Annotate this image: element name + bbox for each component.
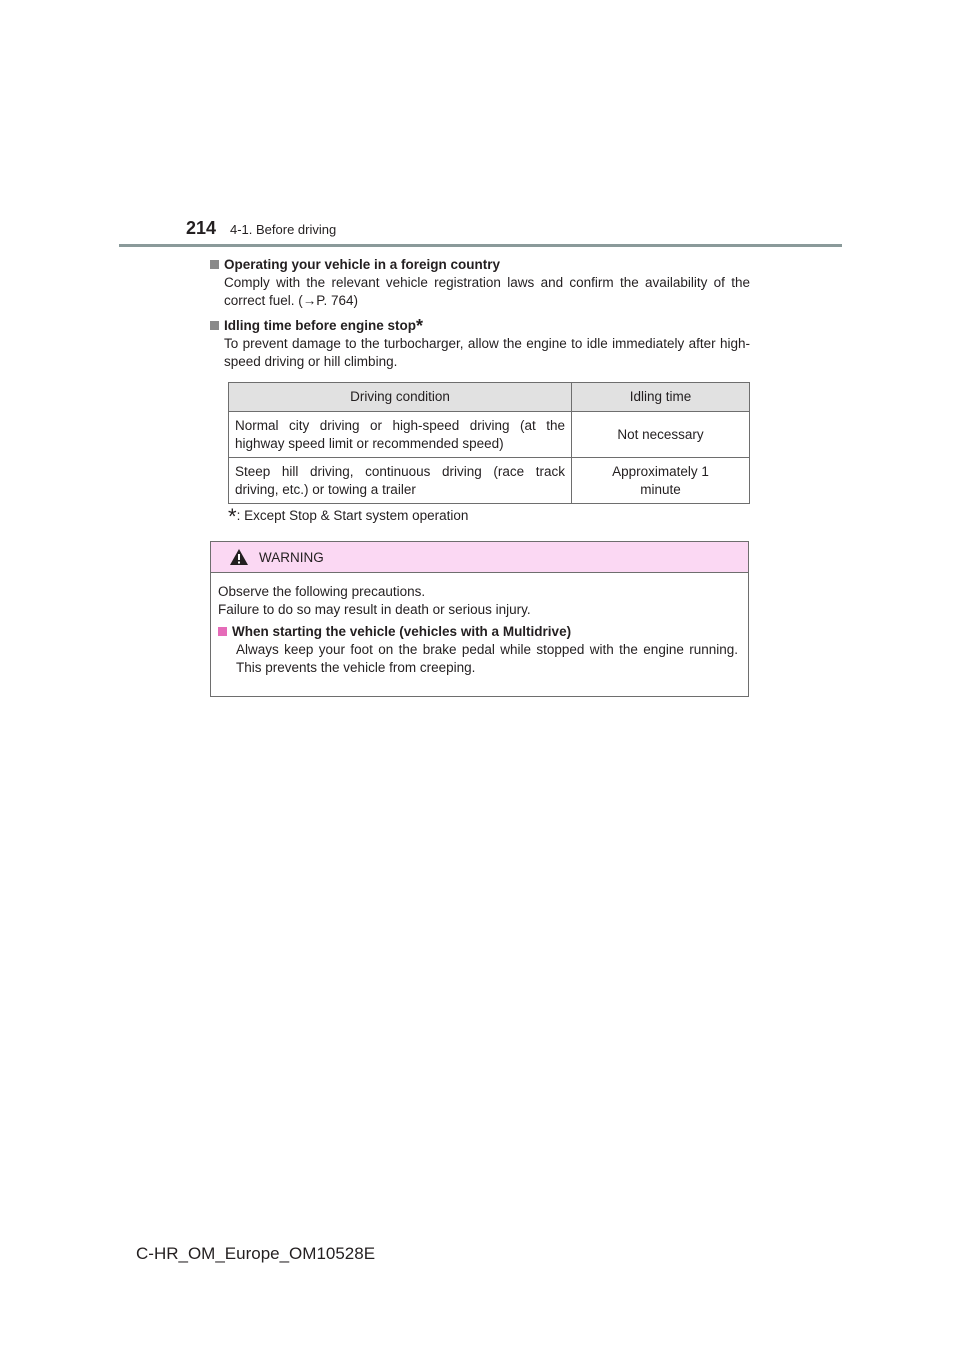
heading-text: Operating your vehicle in a foreign country (224, 257, 501, 272)
footnote-text: : Except Stop & Start system operation (236, 508, 469, 523)
idling-time-value: Approximately 1 minute (612, 463, 709, 497)
footnote (228, 504, 469, 529)
header-divider (119, 244, 842, 247)
section-body: To prevent damage to the turbocharger, allow the engine to idle immediately after high-speed driving or hill climbing. (224, 336, 750, 369)
idling-time-table (228, 382, 750, 504)
idling-time-section (210, 317, 750, 371)
table-header-row (229, 383, 750, 412)
footnote-asterisk: * (228, 504, 237, 529)
table-row (229, 458, 750, 504)
square-bullet-icon (210, 260, 219, 269)
warning-intro-line: Failure to do so may result in death or serious injury. (218, 602, 531, 617)
table-cell: Not necessary (572, 412, 750, 458)
square-bullet-icon (218, 627, 227, 636)
section-heading: Idling time before engine stop * (210, 317, 750, 335)
table-cell: Steep hill driving, continuous driving (race track driving, etc.) or towing a trailer (229, 458, 572, 504)
section-heading (210, 256, 750, 274)
document-id: C-HR_OM_Europe_OM10528E (136, 1244, 376, 1263)
heading-text: When starting the vehicle (vehicles with a Multidrive) (232, 624, 572, 639)
section-label: 4-1. Before driving (230, 222, 337, 237)
column-header: Idling time (572, 383, 750, 412)
warning-title: WARNING (259, 549, 324, 565)
warning-triangle-icon (229, 548, 249, 566)
warning-heading (218, 623, 738, 641)
warning-intro-line: Observe the following precautions. (218, 584, 426, 599)
table-cell (572, 458, 750, 504)
table-cell: Normal city driving or high-speed driving (at the highway speed limit or recommended speed) (229, 412, 572, 458)
table-row (229, 412, 750, 458)
heading-text: Idling time before engine stop (224, 318, 417, 333)
warning-header (211, 542, 748, 573)
column-header: Driving condition (229, 383, 572, 412)
section-body: Comply with the relevant vehicle registration laws and confirm the availability of the correct fuel. (→P. 764) (224, 275, 750, 308)
warning-box (210, 541, 749, 697)
warning-text: Always keep your foot on the brake pedal while stopped with the engine running. This prevents the vehicle from creeping. (236, 642, 738, 675)
warning-body (211, 573, 748, 677)
page-number: 214 (186, 218, 217, 238)
square-bullet-icon (210, 321, 219, 330)
foreign-country-section (210, 256, 750, 310)
